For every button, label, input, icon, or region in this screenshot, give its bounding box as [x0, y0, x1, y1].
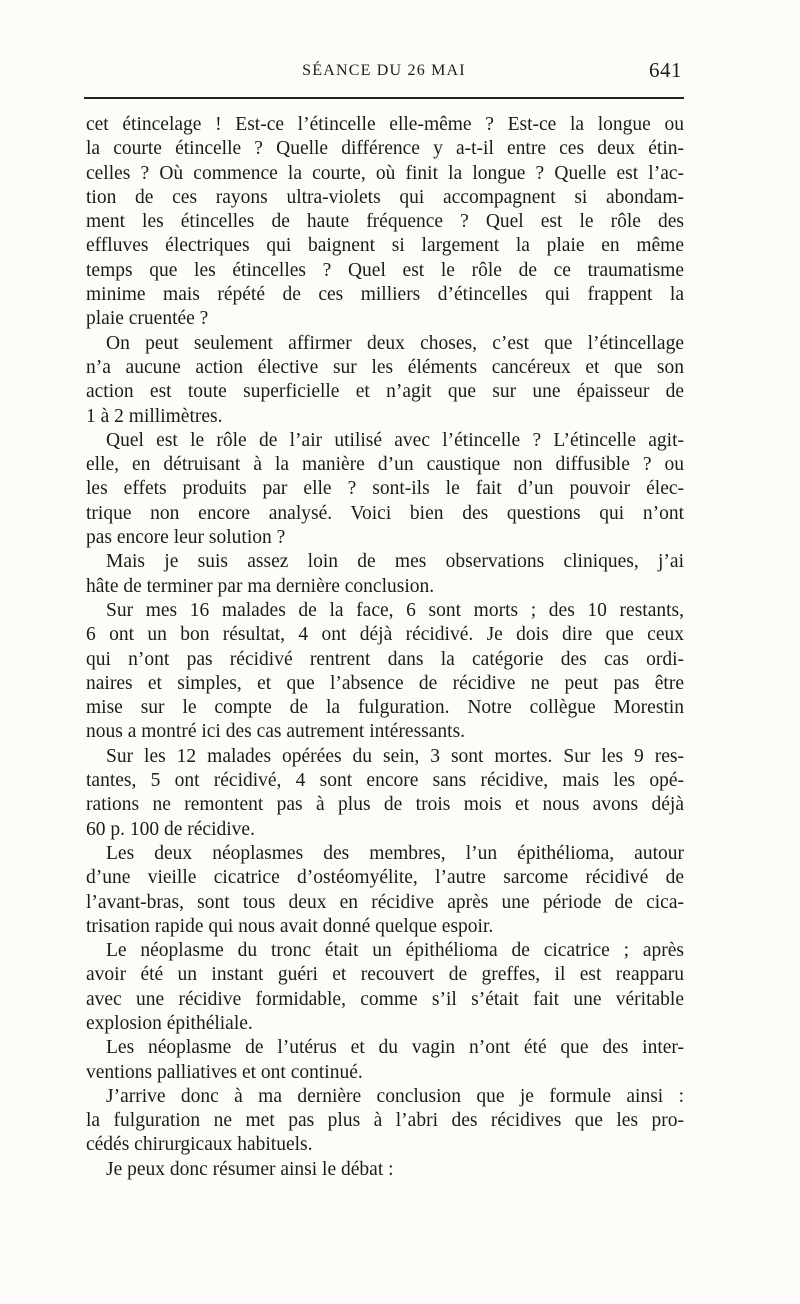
text-line: Sur mes 16 malades de la face, 6 sont morts ; des 10 restants, [106, 599, 684, 621]
text-line: ment les étincelles de haute fréquence ? Quel est le rôle des [86, 211, 684, 233]
text-line: J’arrive donc à ma dernière conclusion que je formule ainsi : [106, 1085, 684, 1107]
text-line: la courte étincelle ? Quelle différence y a-t-il entre ces deux étin- [86, 138, 684, 160]
text-line: avoir été un instant guéri et recouvert de greffes, il est reapparu [86, 964, 684, 986]
text-line: Sur les 12 malades opérées du sein, 3 sont mortes. Sur les 9 res- [106, 745, 684, 767]
text-line: 60 p. 100 de récidive. [86, 818, 255, 840]
text-line: On peut seulement affirmer deux choses, c’est que l’étincellage [106, 332, 684, 354]
text-line: rations ne remontent pas à plus de trois mois et nous avons déjà [86, 794, 684, 816]
text-line: d’une vieille cicatrice d’ostéomyélite, l’autre sarcome récidivé de [86, 867, 684, 889]
text-line: trisation rapide qui nous avait donné quelque espoir. [86, 915, 494, 937]
running-title: SÉANCE DU 26 MAI [302, 62, 466, 79]
text-line: cet étincelage ! Est-ce l’étincelle elle-même ? Est-ce la longue ou [86, 114, 684, 135]
text-line: n’a aucune action élective sur les éléments cancéreux et que son [86, 356, 684, 378]
text-line: explosion épithéliale. [86, 1012, 253, 1034]
text-line: minime mais répété de ces milliers d’étincelles qui frappent la [86, 284, 684, 306]
text-line: Le néoplasme du tronc était un épithélioma de cicatrice ; après [106, 940, 684, 962]
text-line: trique non encore analysé. Voici bien des questions qui n’ont [86, 502, 684, 524]
text-line: mise sur le compte de la fulguration. Notre collègue Morestin [86, 697, 684, 719]
page-number: 641 [649, 58, 682, 82]
text-line: qui n’ont pas récidivé rentrent dans la catégorie des cas ordi- [86, 648, 684, 670]
text-line: plaie cruentée ? [86, 308, 209, 330]
text-line: 1 à 2 millimètres. [86, 405, 223, 427]
text-line: action est toute superficielle et n’agit que sur une épaisseur de [86, 381, 684, 403]
text-line: ventions palliatives et ont continué. [86, 1061, 363, 1083]
text-line: tantes, 5 ont récidivé, 4 sont encore sans récidive, mais les opé- [86, 770, 684, 792]
text-line: effluves électriques qui baignent si largement la plaie en même [86, 235, 684, 257]
text-line: pas encore leur solution ? [86, 527, 286, 549]
text-line: elle, en détruisant à la manière d’un caustique non diffusible ? ou [86, 454, 684, 476]
text-line: Quel est le rôle de l’air utilisé avec l’étincelle ? L’étincelle agit- [106, 429, 684, 451]
text-line: Les néoplasme de l’utérus et du vagin n’ont été que des inter- [106, 1037, 684, 1059]
text-line: Je peux donc résumer ainsi le débat : [106, 1158, 394, 1180]
text-line: Mais je suis assez loin de mes observations cliniques, j’ai [106, 551, 684, 573]
text-line: les effets produits par elle ? sont-ils le fait d’un pouvoir élec- [86, 478, 684, 500]
text-line: naires et simples, et que l’absence de récidive ne peut pas être [86, 672, 684, 694]
text-line: l’avant-bras, sont tous deux en récidive après une période de cica- [86, 891, 684, 913]
running-header [86, 58, 682, 88]
text-line: hâte de terminer par ma dernière conclusion. [86, 575, 435, 597]
text-line: tion de ces rayons ultra-violets qui accompagnent si abondam- [86, 186, 684, 208]
text-line: avec une récidive formidable, comme s’il s’était fait une véritable [86, 988, 684, 1010]
text-line: nous a montré ici des cas autrement intéressants. [86, 721, 466, 743]
text-line: cédés chirurgicaux habituels. [86, 1134, 313, 1156]
text-line: Les deux néoplasmes des membres, l’un épithélioma, autour [106, 842, 684, 864]
text-line: temps que les étincelles ? Quel est le rôle de ce traumatisme [86, 259, 684, 281]
text-line: celles ? Où commence la courte, où finit la longue ? Quelle est l’ac- [86, 162, 684, 184]
body-text [86, 113, 684, 1182]
text-line: 6 ont un bon résultat, 4 ont déjà récidivé. Je dois dire que ceux [86, 624, 684, 646]
header-rule [84, 97, 684, 99]
text-line: la fulguration ne met pas plus à l’abri des récidives que les pro- [86, 1110, 684, 1132]
